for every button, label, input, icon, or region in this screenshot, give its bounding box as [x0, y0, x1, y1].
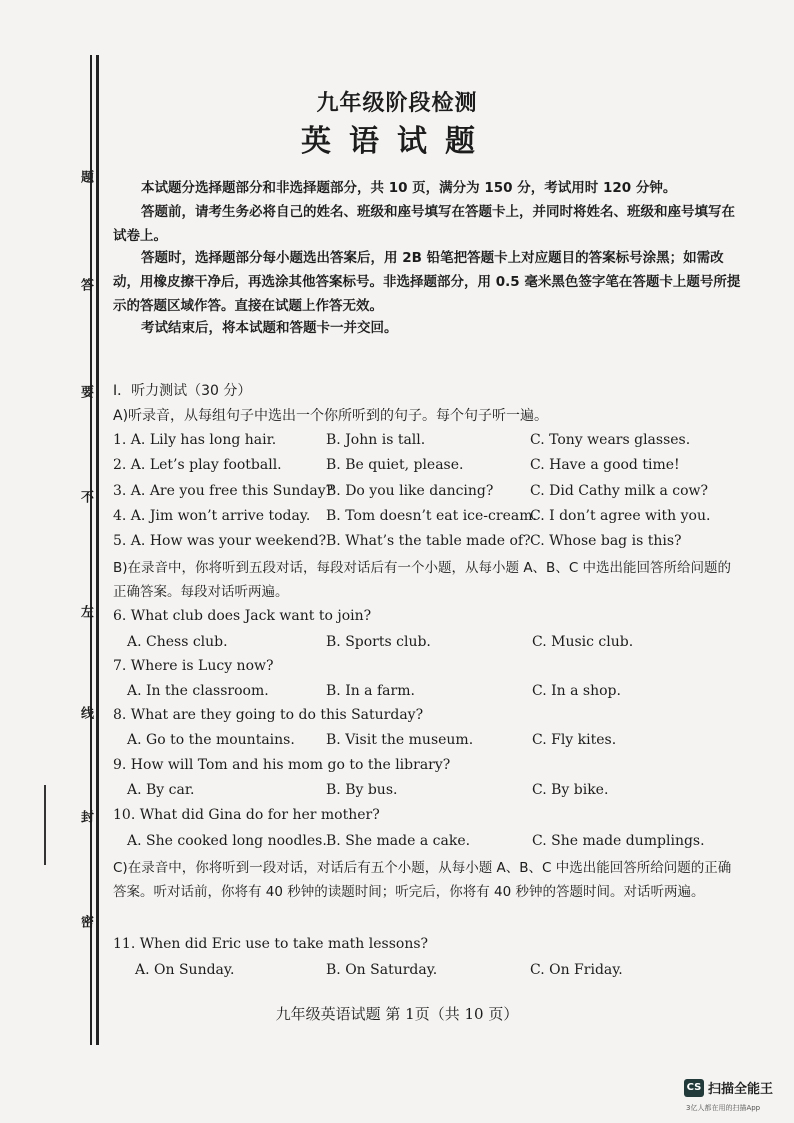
instruction-3: 答题时，选择题部分每小题选出答案后，用 2B 铅笔把答题卡上对应题目的答案标号涂黑；如需改动，用橡皮擦干净后，再选涂其他答案标号。非选择题部分，用 0.5 毫米黑色签字笔在答题卡上题号所提示的答题区域作答。直接在试题上作答无效。: [113, 250, 741, 314]
question-option-b: B. Sports club.: [326, 634, 431, 650]
question-option-a: A. In the classroom.: [127, 683, 269, 699]
question-option-a: 3. A. Are you free this Sunday?: [113, 483, 334, 499]
question-stem: 7. Where is Lucy now?: [113, 658, 274, 674]
question-option-a: A. On Sunday.: [135, 962, 235, 978]
question-option-c: C. Tony wears glasses.: [530, 432, 691, 448]
instruction-1: 本试题分选择题部分和非选择题部分，共 10 页，满分为 150 分，考试用时 120 分钟。: [141, 180, 677, 196]
question-option-a: A. She cooked long noodles.: [127, 833, 327, 849]
binding-char: 不: [78, 490, 93, 503]
question-option-a: 5. A. How was your weekend?: [113, 533, 327, 549]
question-option-c: C. Music club.: [532, 634, 634, 650]
binding-char: 线: [78, 706, 93, 719]
question-option-c: C. Have a good time!: [530, 457, 680, 473]
question-option-c: C. Fly kites.: [532, 732, 617, 748]
scanner-tagline: 3亿人都在用的扫描App: [686, 1104, 761, 1112]
part-a-instructions: A)听录音，从每组句子中选出一个你所听到的句子。每个句子听一遍。: [113, 408, 549, 424]
binding-char: 要: [78, 385, 93, 398]
binding-char: 封: [78, 810, 93, 823]
binding-rule-right: [96, 55, 99, 1045]
question-stem: 9. How will Tom and his mom go to the library?: [113, 757, 451, 773]
question-option-b: B. What’s the table made of?: [326, 533, 531, 549]
question-option-b: B. Do you like dancing?: [326, 483, 494, 499]
question-stem: 10. What did Gina do for her mother?: [113, 807, 380, 823]
question-option-c: C. By bike.: [532, 782, 609, 798]
question-option-c: C. Whose bag is this?: [530, 533, 682, 549]
scanner-brand: 扫描全能王: [708, 1082, 774, 1097]
binding-char: 左: [78, 605, 93, 618]
question-option-c: C. On Friday.: [530, 962, 623, 978]
binding-char: 答: [78, 278, 93, 291]
question-option-b: B. She made a cake.: [326, 833, 471, 849]
question-option-b: B. Visit the museum.: [326, 732, 474, 748]
question-option-a: A. Go to the mountains.: [127, 732, 295, 748]
part-c-instructions: C)在录音中，你将听到一段对话，对话后有五个小题，从每小题 A、B、C 中选出能回答所给问题的正确答案。听对话前，你将有 40 秒钟的读题时间；听完后，你将有 40 秒钟的答题时间。对话听两遍。: [113, 860, 732, 900]
instruction-2: 答题前，请考生务必将自己的姓名、班级和座号填写在答题卡上，并同时将姓名、班级和座号填写在试卷上。: [113, 204, 735, 244]
instruction-4: 考试结束后，将本试题和答题卡一并交回。: [141, 320, 398, 336]
question-option-c: C. She made dumplings.: [532, 833, 705, 849]
question-option-b: B. Be quiet, please.: [326, 457, 464, 473]
section-heading: I．听力测试（30 分）: [113, 383, 252, 399]
question-stem: 11. When did Eric use to take math lessons?: [113, 936, 429, 952]
question-option-b: B. John is tall.: [326, 432, 426, 448]
question-option-a: 4. A. Jim won’t arrive today.: [113, 508, 311, 524]
question-option-a: 2. A. Let’s play football.: [113, 457, 282, 473]
binding-char: 题: [78, 170, 93, 183]
exam-subject-title: 英语试题: [301, 124, 493, 159]
exam-title: 九年级阶段检测: [316, 90, 478, 116]
binding-rule-left: [90, 55, 92, 1045]
margin-mark: [44, 785, 46, 865]
page-footer: 九年级英语试题 第 1页（共 10 页）: [275, 1005, 519, 1023]
question-option-b: B. By bus.: [326, 782, 398, 798]
question-option-c: C. I don’t agree with you.: [530, 508, 711, 524]
question-option-a: A. By car.: [127, 782, 195, 798]
question-stem: 8. What are they going to do this Saturday?: [113, 707, 424, 723]
question-option-b: B. On Saturday.: [326, 962, 438, 978]
question-option-a: 1. A. Lily has long hair.: [113, 432, 277, 448]
scanner-logo: CS: [684, 1079, 704, 1097]
part-b-instructions: B)在录音中，你将听到五段对话，每段对话后有一个小题，从每小题 A、B、C 中选出能回答所给问题的正确答案。每段对话听两遍。: [113, 560, 732, 600]
question-option-b: B. In a farm.: [326, 683, 415, 699]
question-option-c: C. In a shop.: [532, 683, 621, 699]
question-option-c: C. Did Cathy milk a cow?: [530, 483, 709, 499]
question-option-b: B. Tom doesn’t eat ice-cream.: [326, 508, 537, 524]
question-option-a: A. Chess club.: [127, 634, 228, 650]
question-stem: 6. What club does Jack want to join?: [113, 608, 372, 624]
binding-char: 密: [78, 915, 93, 928]
